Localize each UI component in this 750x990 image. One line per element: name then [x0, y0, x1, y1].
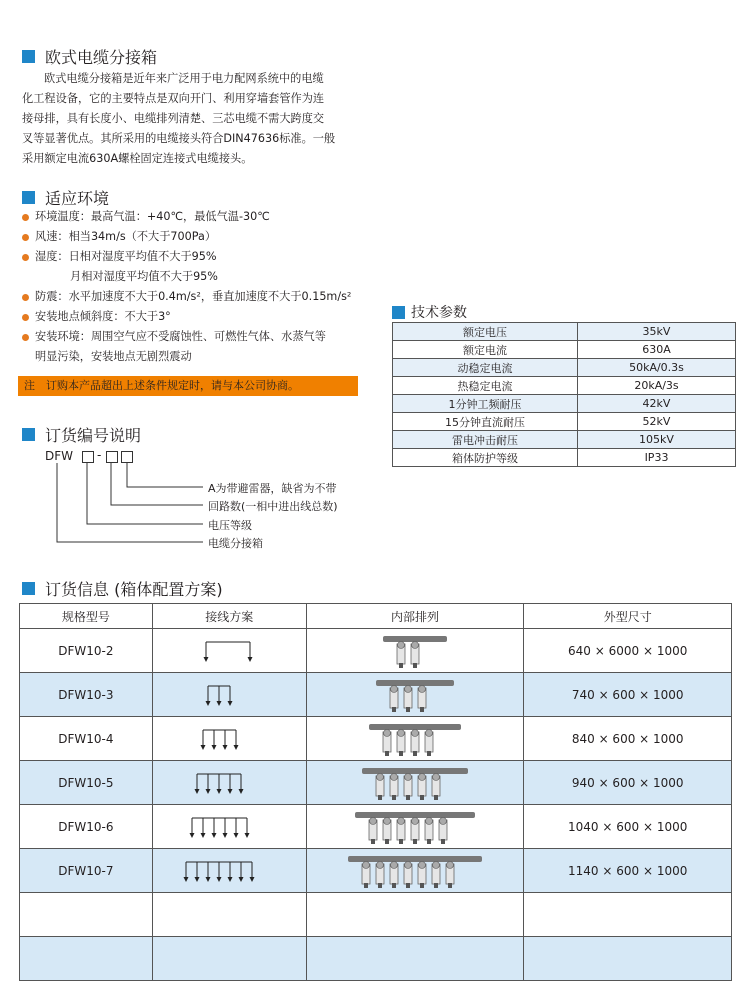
size-cell: 840 × 600 × 1000: [524, 717, 732, 761]
table-row: [20, 805, 732, 849]
size-cell: 940 × 600 × 1000: [524, 761, 732, 805]
code-label: A为带避雷器，缺省为不带: [208, 482, 337, 495]
table-row: [393, 431, 736, 449]
wiring-diagram-icon: [187, 814, 272, 840]
arrangement-cell: [306, 937, 524, 981]
list-item-text: 防震：水平加速度不大于0.4m/s²，垂直加速度不大于0.15m/s²: [35, 290, 352, 303]
table-row: [20, 717, 732, 761]
section-title: 订货信息 (箱体配置方案): [45, 580, 223, 599]
busbar-arrangement-image: [346, 852, 484, 890]
note-text: 注 订购本产品超出上述条件规定时，请与本公司协商。: [24, 379, 299, 392]
arrangement-cell: [306, 761, 524, 805]
param-value: 630A: [578, 341, 736, 359]
wiring-cell: [152, 805, 306, 849]
intro-line: 欧式电缆分接箱是近年来广泛用于电力配网系统中的电缆: [44, 72, 324, 85]
environment-list: [20, 207, 365, 367]
model-cell: DFW10-7: [20, 849, 153, 893]
arrangement-cell: [306, 893, 524, 937]
list-item: [20, 247, 365, 267]
list-item-continuation: 月相对湿度平均值不大于95%: [70, 270, 218, 283]
column-header: 外型尺寸: [524, 604, 732, 629]
param-name: 额定电流: [393, 341, 578, 359]
section-header-environment: [22, 186, 109, 209]
arrangement-cell: [306, 673, 524, 717]
wiring-diagram-icon: [192, 770, 266, 796]
list-item: [20, 227, 365, 247]
wiring-diagram-icon: [198, 726, 261, 752]
busbar-arrangement-image: [367, 720, 463, 758]
list-item: [20, 327, 365, 347]
arrangement-cell: [306, 805, 524, 849]
model-cell: DFW10-4: [20, 717, 153, 761]
busbar-arrangement-image: [374, 676, 456, 714]
order-code-prefix: DFW: [45, 449, 74, 463]
bullet-icon: [22, 234, 29, 241]
param-value: 42kV: [578, 395, 736, 413]
code-label: 回路数(一相中进出线总数): [208, 500, 338, 513]
tech-params-table: [392, 322, 736, 467]
arrangement-cell: [306, 717, 524, 761]
table-row: [20, 761, 732, 805]
size-cell: [524, 937, 732, 981]
bullet-icon: [22, 294, 29, 301]
param-value: 50kA/0.3s: [578, 359, 736, 377]
list-item-continuation: 明显污染，安装地点无剧烈震动: [35, 350, 192, 363]
section-title: 欧式电缆分接箱: [45, 48, 158, 67]
square-bullet-icon: [22, 582, 35, 595]
param-value: 52kV: [578, 413, 736, 431]
wiring-diagram-icon: [203, 682, 255, 708]
list-item-text: 湿度：日相对湿度平均值不大于95%: [35, 250, 217, 263]
section-title: 适应环境: [45, 189, 110, 208]
param-value: 105kV: [578, 431, 736, 449]
model-cell: DFW10-3: [20, 673, 153, 717]
table-row: [393, 341, 736, 359]
size-cell: [524, 893, 732, 937]
busbar-arrangement-image: [353, 808, 477, 846]
wiring-cell: [152, 937, 306, 981]
size-cell: 1040 × 600 × 1000: [524, 805, 732, 849]
busbar-arrangement-image: [381, 632, 449, 670]
bullet-icon: [22, 214, 29, 221]
section-title: 订货编号说明: [45, 426, 142, 445]
intro-paragraph: [22, 69, 362, 169]
order-code-leader-lines: [0, 440, 400, 555]
model-cell: [20, 937, 153, 981]
list-item-text: 安装环境：周围空气应不受腐蚀性、可燃性气体、水蒸气等: [35, 330, 326, 343]
list-item: [20, 307, 365, 327]
param-name: 1分钟工频耐压: [393, 395, 578, 413]
param-value: IP33: [578, 449, 736, 467]
param-name: 热稳定电流: [393, 377, 578, 395]
list-item-text: 安装地点倾斜度：不大于3°: [35, 310, 171, 323]
column-header: 规格型号: [20, 604, 153, 629]
column-header: 接线方案: [152, 604, 306, 629]
wiring-cell: [152, 673, 306, 717]
wiring-cell: [152, 893, 306, 937]
param-value: 20kA/3s: [578, 377, 736, 395]
busbar-arrangement-image: [360, 764, 470, 802]
table-header-row: [20, 604, 732, 629]
code-dash: -: [97, 448, 102, 462]
column-header: 内部排列: [306, 604, 524, 629]
list-item-text: 风速：相当34m/s（不大于700Pa）: [35, 230, 217, 243]
intro-line: 接母排，具有长度小、电缆排列清楚、三芯电缆不需大跨度交: [22, 112, 325, 125]
list-item: [20, 287, 365, 307]
table-row: [20, 893, 732, 937]
param-name: 雷电冲击耐压: [393, 431, 578, 449]
arrangement-cell: [306, 849, 524, 893]
table-row: [20, 849, 732, 893]
list-item-text: 环境温度：最高气温：+40℃，最低气温-30℃: [35, 210, 270, 223]
section-title: 技术参数: [411, 305, 467, 321]
list-item: [20, 207, 365, 227]
table-row: [393, 413, 736, 431]
wiring-cell: [152, 629, 306, 673]
wiring-cell: [152, 761, 306, 805]
order-note-banner: [18, 376, 358, 396]
table-row: [20, 673, 732, 717]
size-cell: 740 × 600 × 1000: [524, 673, 732, 717]
wiring-diagram-icon: [201, 638, 257, 664]
wiring-cell: [152, 849, 306, 893]
intro-line: 化工程设备，它的主要特点是双向开门、利用穿墙套管作为连: [22, 92, 325, 105]
param-name: 15分钟直流耐压: [393, 413, 578, 431]
model-cell: DFW10-5: [20, 761, 153, 805]
wiring-diagram-icon: [181, 858, 277, 884]
table-row: [393, 395, 736, 413]
param-name: 动稳定电流: [393, 359, 578, 377]
square-bullet-icon: [392, 306, 405, 319]
model-cell: DFW10-6: [20, 805, 153, 849]
order-info-table: [19, 603, 732, 981]
size-cell: 1140 × 600 × 1000: [524, 849, 732, 893]
bullet-icon: [22, 334, 29, 341]
model-cell: DFW10-2: [20, 629, 153, 673]
wiring-cell: [152, 717, 306, 761]
code-label: 电缆分接箱: [208, 537, 263, 550]
bullet-icon: [22, 314, 29, 321]
table-row: [393, 377, 736, 395]
model-cell: [20, 893, 153, 937]
param-value: 35kV: [578, 323, 736, 341]
section-header-order-info: [22, 577, 223, 600]
arrangement-cell: [306, 629, 524, 673]
size-cell: 640 × 6000 × 1000: [524, 629, 732, 673]
code-label: 电压等级: [208, 519, 252, 532]
intro-line: 叉等显著优点。其所采用的电缆接头符合DIN47636标准。一般: [22, 132, 336, 145]
intro-line: 采用额定电流630A螺栓固定连接式电缆接头。: [22, 152, 253, 165]
table-row: [20, 629, 732, 673]
param-name: 箱体防护等级: [393, 449, 578, 467]
table-row: [393, 323, 736, 341]
section-header-cable-box: [22, 45, 157, 68]
section-header-tech: [392, 302, 467, 322]
bullet-icon: [22, 254, 29, 261]
table-row: [20, 937, 732, 981]
square-bullet-icon: [22, 191, 35, 204]
table-row: [393, 359, 736, 377]
param-name: 额定电压: [393, 323, 578, 341]
table-row: [393, 449, 736, 467]
square-bullet-icon: [22, 50, 35, 63]
